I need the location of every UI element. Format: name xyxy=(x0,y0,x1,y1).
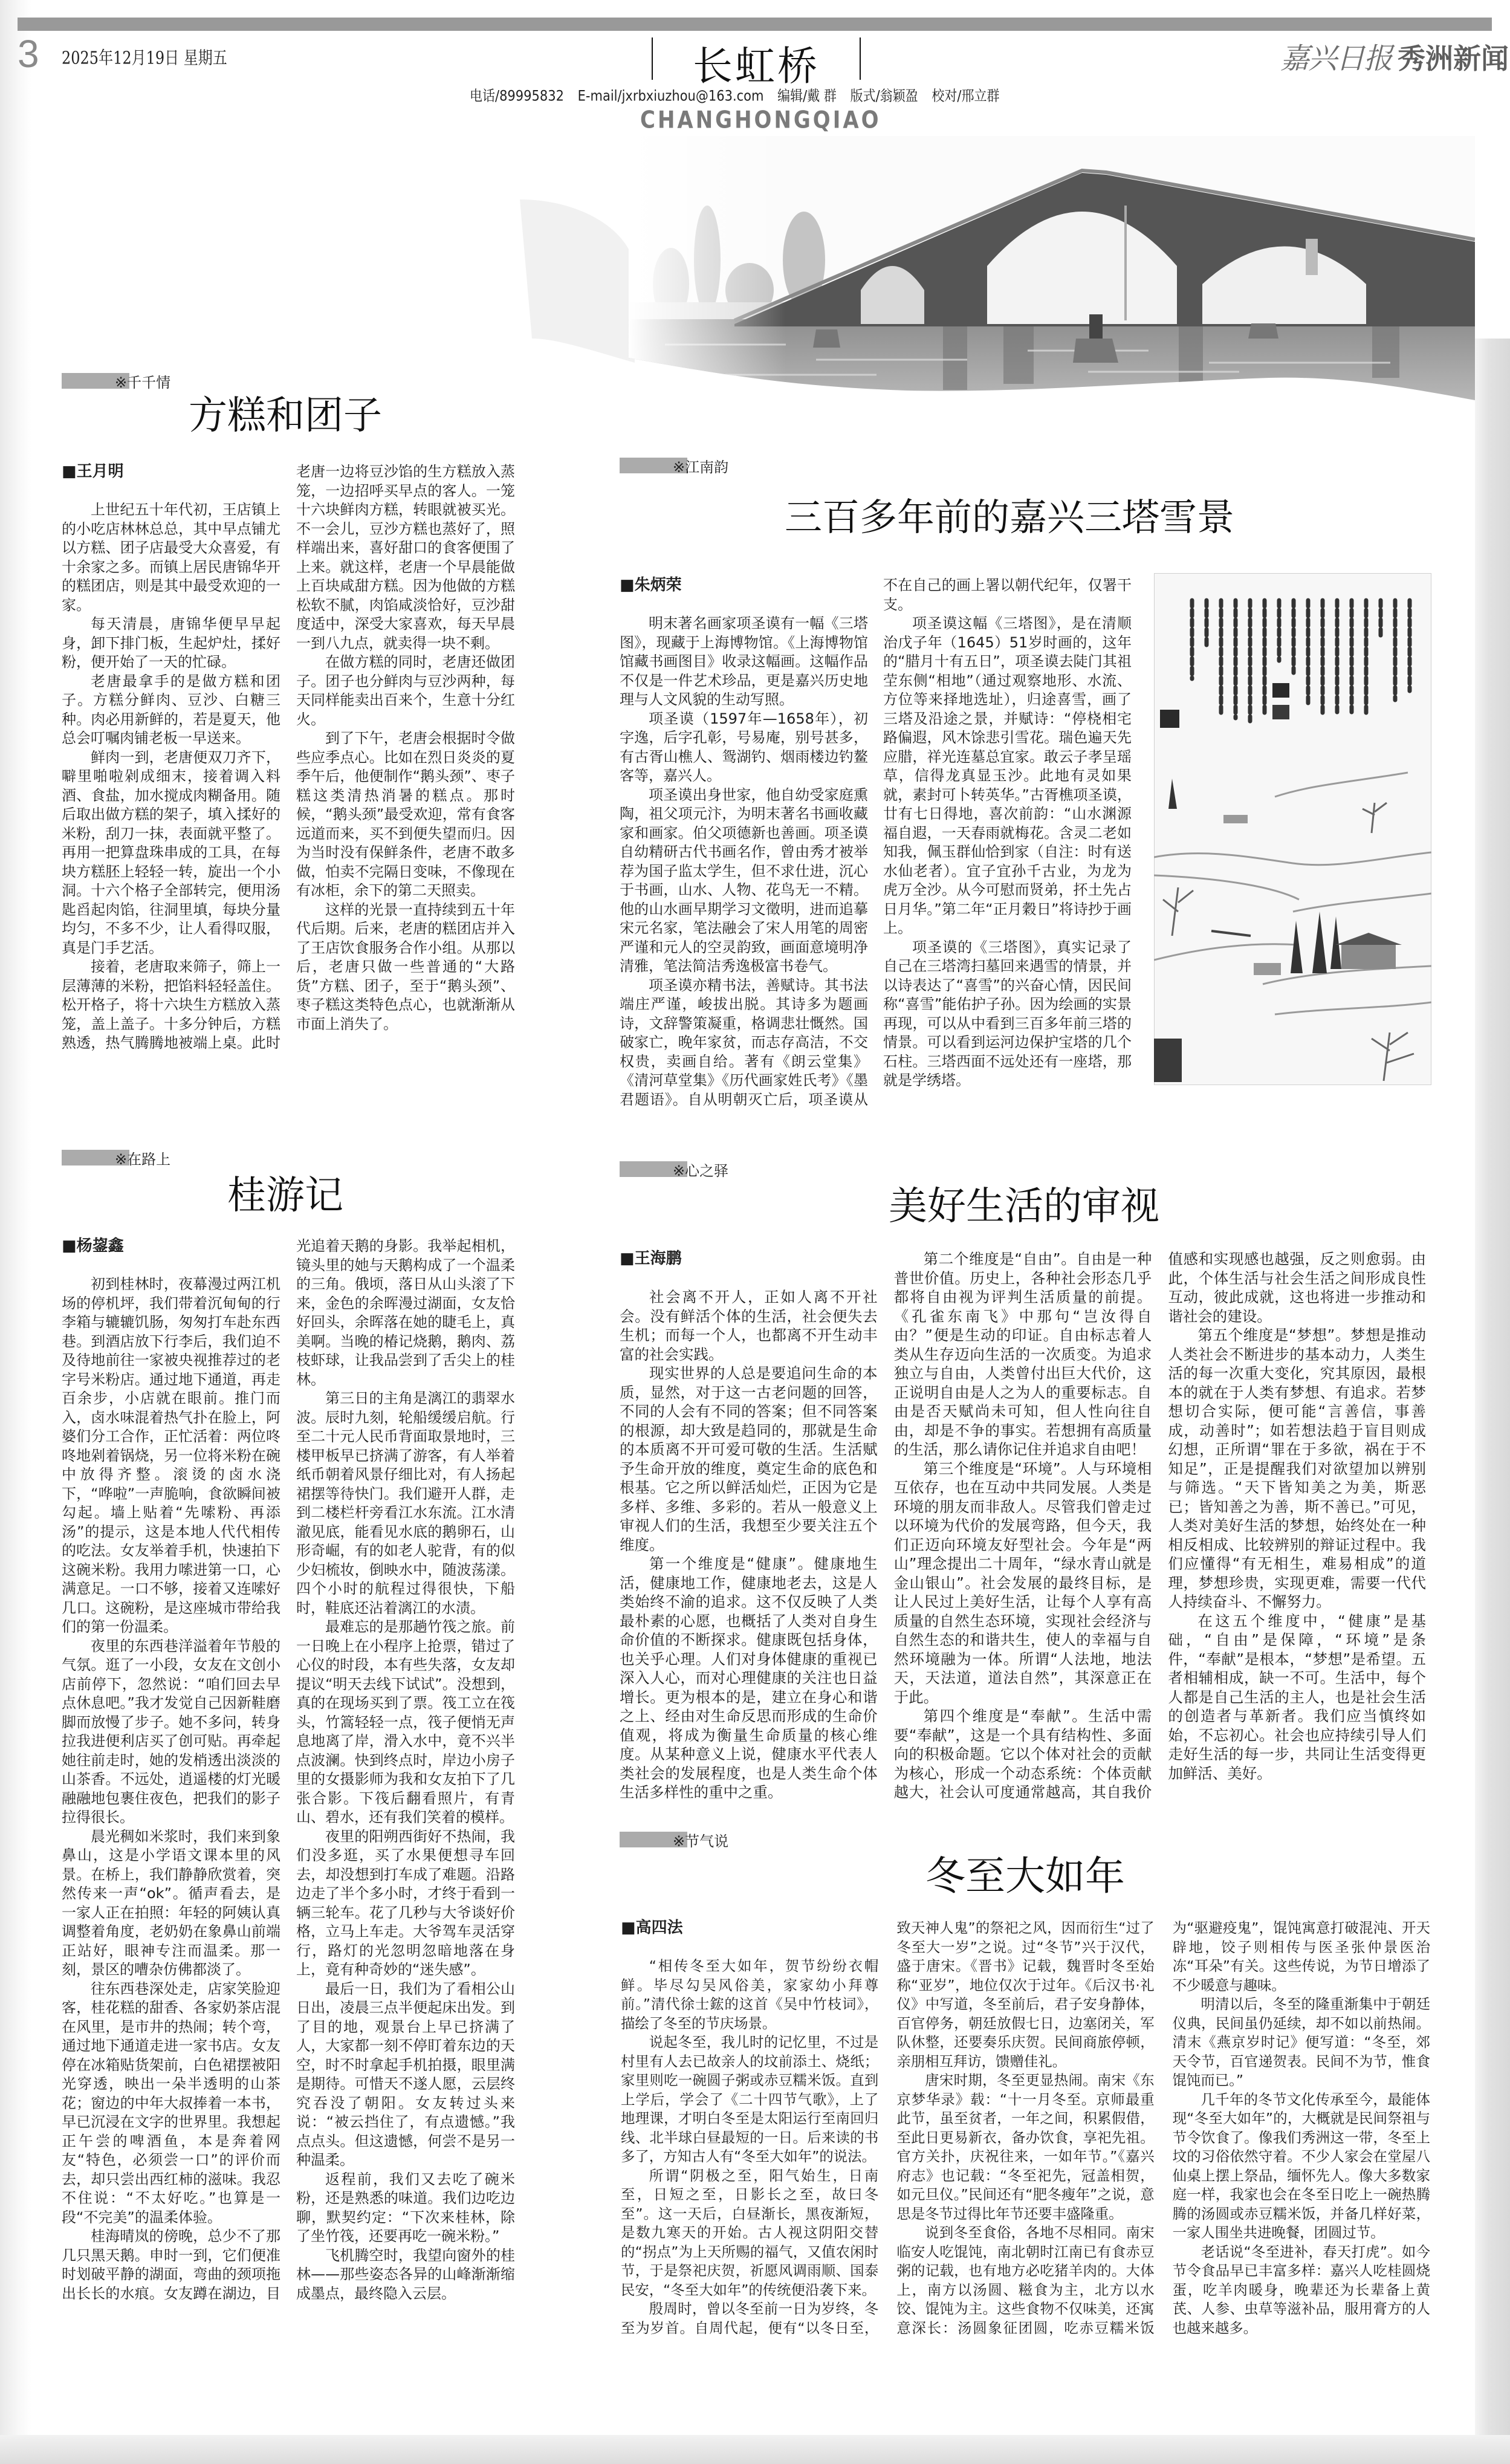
paragraph: 最难忘的是那趟竹筏之旅。前一日晚上在小程序上抢票，错过了心仪的时段，本有些失落，女友却提议“明天去线下试试”。没想到，真的在现场买到了票。筏工立在筏头，竹篙轻轻一点，筏子便悄无声息地离了岸，滑入水中，竟不兴半点波澜。快到终点时，岸边小房子里的女摄影师为我和女友拍下了几张合影。下筏后翻看照片，有青山、碧水，还有我们笑着的模样。 xyxy=(296,1618,515,1826)
column-name: ※节气说 xyxy=(673,1832,729,1850)
paragraph: 这样的光景一直持续到五十年代后期。后来，老唐的糕团店并入了王店饮食服务合作小组。从那以后，老唐只做一些普通的“大路货”方糕、团子，至于“鹅头颈”、枣子糕这类特色点心，也就渐渐从市面上消失了。 xyxy=(296,901,515,1033)
byline: ■高四法 xyxy=(621,1919,683,1937)
column-label xyxy=(62,373,170,389)
paragraph: 明清以后，冬至的隆重渐集中于朝廷仪典，民间虽仍延续，却不如以前热闹。清末《燕京岁时记》便写道：“冬至，郊天令节，百官递贺表。民间不为节，惟食馄饨而已。” xyxy=(1172,1996,1430,2089)
article-body xyxy=(620,1250,1426,1802)
column-name: ※心之驿 xyxy=(673,1162,729,1179)
paragraph: 殷周时，曾以冬至前一日为岁终，冬至为岁首。自周代起，便有“以冬日至，致天神人鬼”的祭祀之风，因而衍生“过了冬至大一岁”之说。过“冬节”兴于汉代，盛于唐宋。《晋书》记载，魏晋时冬至始称“亚岁”，地位仅次于过年。《后汉书·礼仪》中写道，冬至前后，君子安身静体，百官停务，朝廷放假七日，边塞闭关，军队休整，还要奏乐庆贺。民间商旅停顿，亲朋相互拜访，馈赠佳礼。 xyxy=(621,1919,1155,2336)
paragraph: 项圣谟的《三塔图》，真实记录了自己在三塔湾扫墓回来遇雪的情景，并以诗表达了“喜雪”的兴奋心情，因民间称“喜雪”能佑护子孙。因为绘画的实景再现，可以从中看到三百多年前三塔的情景。可以看到运河边保护宝塔的几个石柱。三塔西面不远处还有一座塔，那就是学绣塔。 xyxy=(883,938,1132,1089)
column-label xyxy=(620,458,729,476)
byline: ■王海鹏 xyxy=(620,1250,682,1268)
column-label xyxy=(62,1150,170,1166)
paragraph: 项圣谟亦精书法，善赋诗。其书法端庄严谨，峻拔出脱。其诗多为题画诗，文辞警策凝重，格调悲壮慨然。国破家亡，晚年家贫，而志存高洁，不交权贵，卖画自给。著有《朗云堂集》《清河草堂集》《历代画家姓氏考》《墨君题语》。自从明朝灭亡后，项圣谟从不在自己的画上署以朝代纪年，仅署干支。 xyxy=(620,577,1132,1108)
article-body xyxy=(620,576,1132,1109)
paragraph: 明末著名画家项圣谟有一幅《三塔图》，现藏于上海博物馆。《上海博物馆馆藏书画图目》收录这幅画。这幅作品不仅是一件艺术珍品，更是嘉兴历史地理与人文风貌的生动写照。 xyxy=(620,615,868,708)
paragraph: 往东西巷深处走，店家笑脸迎客，桂花糕的甜香、各家奶茶店混在风里，是市井的热闹；转个弯，通过地下通道走进一家书店。女友停在冰箱贴货架前，白色裙摆被阳光穿透，映出一朵半透明的山茶花；窗边的中年大叔捧着一本书，早已沉浸在文字的世界里。我想起正午尝的啤酒鱼，本是奔着网友“特色，必须尝一口”的评价而去，却只尝出西红柿的滋味。我忍不住说：“不太好吃。”也算是一段“不完美”的温柔体验。 xyxy=(62,1980,280,2226)
paragraph: 老话说“冬至进补，春天打虎”。如今节令食品早已丰富多样：嘉兴人吃桂圆烧蛋，吃羊肉暖身，晚辈还为长辈备上黄芪、人参、虫草等滋补品，服用膏方的人也越来越多。 xyxy=(1172,2243,1430,2336)
byline: ■杨鋆鑫 xyxy=(62,1237,124,1255)
article-title: 桂游记 xyxy=(227,1173,343,1218)
paragraph: 每天清晨，唐锦华便早早起身，卸下排门板，生起炉灶，揉好粉，便开始了一天的忙碌。 xyxy=(62,615,280,670)
paragraph: 老唐最拿手的是做方糕和团子。方糕分鲜肉、豆沙、白糖三种。肉必用新鲜的，若是夏天，他总会叮嘱肉铺老板一早送来。 xyxy=(62,672,280,747)
email: E-mail/jxrbxiuzhou@163.com xyxy=(577,87,764,105)
paragraph: 在做方糕的同时，老唐还做团子。团子也分鲜肉与豆沙两种，每天同样能卖出百来个，生意十分红火。 xyxy=(296,653,515,728)
three-pagodas-painting xyxy=(1154,573,1431,1085)
paragraph: 几千年的冬节文化传承至今，最能体现“冬至大如年”的，大概就是民间祭祖与节令饮食了。像我们秀洲这一带，冬至上坟的习俗依然守着。不少人家会在堂屋八仙桌上摆上祭品，缅怀先人。像大多数家庭一样，我家也会在冬至日吃上一碗热腾腾的汤圆或赤豆糯米饭，并备几样好菜，一家人围坐共进晚餐，团圆过节。 xyxy=(1172,2090,1430,2241)
paragraph: 第二个维度是“自由”。自由是一种普世价值。历史上，各种社会形态几乎都将自由视为评判生活质量的前提。《孔雀东南飞》中那句“岂汝得自由？”便是生动的印证。自由标志着人类从生存迈向生活的一次质变。为追求独立与自由，人类曾付出巨大代价，这正说明自由是人之为人的重要标志。自由是否天赋尚未可知，但人性向往自由，却是不争的事实。若想拥有高质量的生活，那么请你记住并追求自由吧！ xyxy=(893,1250,1152,1458)
column-label xyxy=(620,1832,729,1850)
proofreader: 校对/邢立群 xyxy=(932,87,1000,105)
paragraph: 项圣谟出身世家，他自幼受家庭熏陶，祖父项元汴，为明末著名书画收藏家和画家。伯父项德新也善画。项圣谟自幼精研古代书画名作，曾由秀才被举荐为国子监太学生，但不求仕进，沉心于书画，山水、人物、花鸟无一不精。他的山水画早期学习文徵明，进而追摹宋元名家，笔法融会了宋人用笔的周密严谨和元人的空灵韵致，画面意境明净清雅，笔法简洁秀逸极富书卷气。 xyxy=(620,786,868,974)
column-name: ※江南韵 xyxy=(673,458,729,476)
paragraph: 项圣谟这幅《三塔图》，是在清顺治戊子年（1645）51岁时画的，这年的“腊月十有五日”，项圣谟去陡门其祖茔东侧“相地”（通过观察地形、水流、方位等来择地选址），归途喜雪，画了三塔及沿途之景，并赋诗：“停桡相宅路偏遐，风木馀悲引雪花。瑞色遍天先应腊，祥光连墓总宜家。敢云子孝呈瑶草，信得龙真显玉沙。此地有灵如果就，素封可卜转英华。”古胥樵项圣谟，廿有七日得地，喜次前韵：“山水渊源福自遐，一天春雨就梅花。含灵二老如知我，佩玉群仙恰到家（自注：时有送水仙老者）。宜子宜孙千古业，为龙为虎万全沙。从今可慰而贤弟，抔土先占日月华。”第二年“正月穀日”将诗抄于画上。 xyxy=(883,615,1132,936)
editor: 编辑/戴 群 xyxy=(777,87,837,105)
paragraph: 上世纪五十年代初，王店镇上的小吃店林林总总，其中早点铺尤以方糕、团子店最受大众喜爱，有十余家之多。而镇上居民唐锦华开的糕团店，则是其中最受欢迎的一家。 xyxy=(62,501,280,614)
paragraph: 第一个维度是“健康”。健康地生活，健康地工作，健康地老去，这是人类始终不渝的追求。这不仅反映了人类最朴素的心愿，也概括了人类对自身生命价值的不断探求。健康既包括身体，也关乎心理。人们对身体健康的重视已深入人心，而对心理健康的关注也日益增长。更为根本的是，建立在身心和谐之上、经由对生命反思而形成的生命价值观，将成为衡量生命质量的核心维度。从某种意义上说，健康水平代表人类社会的发展程度，也是人类生命个体生活多样性的重中之重。 xyxy=(620,1555,878,1801)
column-name: ※千千情 xyxy=(115,374,171,391)
paragraph: 最后一日，我们为了看相公山日出，凌晨三点半便起床出发。到了目的地，观景台上早已挤满了人，大家都一刻不停盯着东边的天空，时不时拿起手机拍摄，眼里满是期待。可惜天不遂人愿，云层终究吞没了朝阳。女友转过头来说：“被云挡住了，有点遗憾。”我点点头。但这遗憾，何尝不是另一种温柔。 xyxy=(296,1980,515,2168)
article-body xyxy=(621,1919,1430,2338)
issue-date: 2025年12月19日 星期五 xyxy=(62,48,227,68)
paragraph: 社会离不开人，正如人离不开社会。没有鲜活个体的生活，社会便失去生机；而每一个人，也都离不开生动丰富的社会实践。 xyxy=(620,1288,878,1363)
paragraph: 飞机腾空时，我望向窗外的桂林——那些姿态各异的山峰渐渐缩成墨点，最终隐入云层。 xyxy=(296,2246,515,2302)
seal-stamp xyxy=(1154,1039,1182,1082)
article-title: 三百多年前的嘉兴三塔雪景 xyxy=(785,495,1235,539)
column-name: ※在路上 xyxy=(115,1150,171,1168)
page-edge-shadow-right xyxy=(1475,339,1510,2464)
page-edge-shadow-bottom xyxy=(0,2435,1510,2464)
phone: 电话/89995832 xyxy=(470,87,564,105)
paragraph: 第五个维度是“梦想”。梦想是推动人类社会不断进步的基本动力，人类生活的每一次重大变化，究其原因，最根本的就在于人类有梦想、有追求。若梦想切合实际，便可能“言善信，事善成，动善时”；如若想法趋于盲目则成幻想，正所谓“罪在于多欲，祸在于不知足”，正是提醒我们对欲望加以辨别与筛选。“天下皆知美之为美，斯恶已；皆知善之为善，斯不善已。”可见，人类对美好生活的梦想，始终处在一种相反相成、比较辨别的辩证过程中。我们应懂得“有无相生，难易相成”的道理，梦想珍贵，实现更难，需要一代代人持续奋斗、不懈努力。 xyxy=(1168,1326,1426,1610)
paragraph: 第四个维度是“奉献”。生活中需要“奉献”，这是一个具有结构性、多面向的积极命题。它以个体对社会的贡献为核心，形成一个动态系统：个体贡献越大，社会认可度通常越高，其自我价值感和实现感也越强，反之则愈弱。由此，个体生活与社会生活之间形成良性互动，彼此成就，这也将进一步推动和谐社会的建设。 xyxy=(893,1250,1426,1801)
section-pinyin: CHANGHONGQIAO xyxy=(640,106,881,134)
page-number: 3 xyxy=(18,32,39,76)
newspaper-logo: 嘉兴日报 xyxy=(1280,42,1392,76)
paragraph: 在这五个维度中，“健康”是基础，“自由”是保障，“环境”是条件，“奉献”是根本，“梦想”是希望。五者相辅相成，缺一不可。生活中，每个人都是自己生活的主人，也是社会生活的创造者与革新者。我们应当慎终如始，不忘初心。社会也应持续引导人们走好生活的每一步，共同让生活变得更加鲜活、美好。 xyxy=(1168,1612,1426,1782)
article-body xyxy=(62,1237,515,2303)
byline: ■王月明 xyxy=(62,462,124,481)
paragraph: 到了下午，老唐会根据时令做些应季点心。比如在烈日炎炎的夏季午后，他便制作“鹅头颈”、枣子糕这类清热消暑的糕点。那时候，“鹅头颈”最受欢迎，常有食客远道而来，买不到便失望而归。因为当时没有保鲜条件，老唐不敢多做，怕卖不完隔日变味，不像现在有冰柜，余下的第二天照卖。 xyxy=(296,730,515,899)
paragraph: 唐宋时期，冬至更显热闹。南宋《东京梦华录》载：“十一月冬至。京师最重此节，虽至贫者，一年之间，积累假借，至此日更易新衣，备办饮食，享祀先祖。官方关扑，庆祝往来，一如年节。”《嘉兴府志》也记载：“冬至祀先，冠盖相贺，如元旦仪。”民间还有“肥冬瘦年”之说，意思是冬节过得比年节还要丰盛隆重。 xyxy=(896,2072,1155,2222)
paragraph: 夜里的阳朔西街好不热闹，我们没多逛，买了水果便想寻车回去，却没想到打车成了难题。沿路边走了半个多小时，才终于看到一辆三轮车。花了几秒与大爷谈好价格，立马上车走。大爷驾车灵活穿行，路灯的光忽明忽暗地落在身上，竟有种奇妙的“迷失感”。 xyxy=(296,1827,515,1978)
paragraph: 说起冬至，我儿时的记忆里，不过是村里有人去已故亲人的坟前添土、烧纸；家里则吃一碗圆子粥或赤豆糯米饭。直到上学后，学会了《二十四节气歌》，上了地理课，才明白冬至是太阳运行至南回归线、北半球白昼最短的一日。后来读的书多了，方知古人有“冬至大如年”的说法。 xyxy=(621,2034,879,2165)
article-body xyxy=(62,462,515,1053)
paragraph: 所谓“阴极之至，阳气始生，日南至，日短之至，日影长之至，故曰冬至”。这一天后，白昼渐长，黑夜渐短，是数九寒天的开始。古人视这阴阳交替的“拐点”为上天所赐的福气，又值农闲时节，于是祭祀庆贺，祈愿风调雨顺、国泰民安，“冬至大如年”的传统便沿袭下来。 xyxy=(621,2167,879,2298)
paper-curl xyxy=(520,199,635,363)
paragraph: 初到桂林时，夜幕漫过两江机场的停机坪，我们带着沉甸甸的行李箱与辘辘饥肠，匆匆打车赴东西巷。到酒店放下行李后，我们迫不及待地前往一家被央视推荐过的老字号米粉店。通过地下通道，再走百余步，小店就在眼前。推门而入，卤水味混着热气扑在脸上，阿婆们分工合作，正忙活着：两位咚咚地剁着锅烧，另一位将米粉在碗中放得齐整。滚烫的卤水浇下，“哗啦”一声脆响，食欲瞬间被勾起。墙上贴着“先嗦粉、再添汤”的提示，这是本地人代代相传的吃法。女友举着手机，快速拍下这碗米粉。我用力嗦进第一口，心满意足。一口不够，接着又连嗦好几口。这碗粉，是这座城市带给我们的第一份温柔。 xyxy=(62,1276,280,1635)
seal-stamp xyxy=(1272,705,1289,719)
paragraph: 项圣谟（1597年—1658年），初字逸，后字孔彰，号易庵，别号甚多，有古胥山樵人、鸳湖钓、烟雨楼边钓鳌客等，嘉兴人。 xyxy=(620,710,868,784)
seal-stamp xyxy=(1160,710,1179,728)
column-label xyxy=(620,1161,728,1177)
byline: ■朱炳荣 xyxy=(620,576,682,594)
paragraph: 夜里的东西巷洋溢着年节般的气氛。逛了一小段，女友在文创小店前停下，忽然说：“咱们回去早点休息吧。”我才发觉自己因新鞋磨脚而放慢了步子。她不多问，转身拉我进便利店买了创可贴。再牵起她往前走时，她的发梢透出淡淡的山茶香。不远处，逍遥楼的灯光暖融融地包裹住夜色，把我们的影子拉得很长。 xyxy=(62,1637,280,1826)
section-title: 长虹桥 xyxy=(693,43,820,89)
paragraph: 现实世界的人总是要追问生命的本质，显然，对于这一古老问题的回答，不同的人会有不同的答案；但不同答案的根源，却大致是趋同的，那就是生命的本质离不开可爱可敬的生活。生活赋予生命开放的维度，奠定生命的底色和根基。它之所以鲜活灿烂，正因为它是多样、多维、多彩的。若从一般意义上审视人们的生活，我想至少要关注五个维度。 xyxy=(620,1364,878,1554)
paragraph: 晨光稠如米浆时，我们来到象鼻山，这是小学语文课本里的风景。在桥上，我们静静欣赏着，突然传来一声“ok”。循声看去，是一家人正在拍照：年轻的阿姨认真调整着角度，老奶奶在象鼻山前端正站好，眼神专注而温柔。那一刻，景区的嘈杂仿佛都淡了。 xyxy=(62,1827,280,1978)
paragraph: 第三个维度是“环境”。人与环境相互依存，也在互动中共同发展。人类是环境的朋友而非敌人。尽管我们曾走过以环境为代价的发展弯路，但今天，我们正迈向环境友好型社会。今年是“两山”理念提出二十周年，“绿水青山就是金山银山”。社会发展的最终目标，是让人民过上美好生活，让每个人享有高质量的自然生态环境，实现社会经济与自然生态的和谐共生，使人的幸福与自然环境融为一体。所谓“人法地，地法天，天法道，道法自然”，其深意正在于此。 xyxy=(893,1459,1152,1706)
paragraph: 鲜肉一到，老唐便双刀齐下，噼里啪啦剁成细末，接着调入料酒、食盐，加水搅成肉糊备用。随后取出做方糕的架子，填入揉好的米粉，刮刀一抹，表面就平整了。再用一把算盘珠串成的工具，在每块方糕胚上轻轻一转，旋出一个小洞。十六个格子全部转完，便用汤匙舀起肉馅，往洞里填，每块分量均匀，不多不少，让人看得叹服，真是门手艺活。 xyxy=(62,748,280,956)
edition-name: 秀洲新闻 xyxy=(1398,42,1509,75)
article-title: 方糕和团子 xyxy=(189,394,382,438)
paragraph: 说到冬至食俗，各地不尽相同。南宋临安人吃馄饨，南北朝时江南已有食赤豆粥的记载，也有地方必吃猪羊肉的。大体上，南方以汤圆、糍食为主，北方以水饺、馄饨为主。这些食物不仅味美，还寓意深长：汤圆象征团圆，吃赤豆糯米饭为“驱避疫鬼”，馄饨寓意打破混沌、开天辟地，饺子则相传与医圣张仲景医治冻“耳朵”有关。这些传说，为节日增添了不少暖意与趣味。 xyxy=(896,1919,1430,2336)
paragraph: 第三日的主角是漓江的翡翠水波。辰时九刻，轮船缓缓启航。行至二十元人民币背面取景地时，三楼甲板早已挤满了游客，有人举着纸币朝着风景仔细比对，有人扬起裙摆等待快门。我们避开人群，走到二楼栏杆旁看江水东流。江水清澈见底，能看见水底的鹅卵石，山形奇崛，有的如老人驼背，有的似少妇梳妆，倒映水中，随波荡漾。四个小时的航程过得很快，下船时，鞋底还沾着漓江的水渍。 xyxy=(296,1390,515,1616)
bridge-photo xyxy=(0,0,1510,423)
paragraph: 返程前，我们又去吃了碗米粉，还是熟悉的味道。我们边吃边聊，默契约定：“下次来桂林，除了坐竹筏，还要再吃一碗米粉。” xyxy=(296,2170,515,2245)
article-title: 美好生活的审视 xyxy=(889,1184,1159,1229)
seal-stamp xyxy=(1272,683,1289,698)
paragraph: “相传冬至大如年，贺节纷纷衣帽鲜。毕尽勾吴风俗美，家家幼小拜尊前。”清代徐士鋐的这首《吴中竹枝词》，描绘了冬至的节庆场景。 xyxy=(621,1957,879,2032)
paragraph: 桂海晴岚的傍晚，总少不了那几只黑天鹅。申时一到，它们便准时划破平静的湖面，弯曲的颈项拖出长长的水痕。女友蹲在湖边，目光追着天鹅的身影。我举起相机，镜头里的她与天鹅构成了一个温柔的三角。俄顷，落日从山头滚了下来，金色的余晖漫过湖面，女友恰好回头，余晖落在她的睫毛上，真美啊。当晚的椿记烧鹅，鹅肉、荔枝虾球，让我品尝到了舌尖上的桂林。 xyxy=(62,1237,515,2302)
article-title: 冬至大如年 xyxy=(925,1853,1125,1899)
paragraph: 接着，老唐取来筛子，筛上一层薄薄的米粉，把馅料轻轻盖住。松开格子，将十六块生方糕放入蒸笼，盖上盖子。十多分钟后，方糕熟透，热气腾腾地被端上桌。此时老唐一边将豆沙馅的生方糕放入蒸笼，一边招呼买早点的客人。一笼十六块鲜肉方糕，转眼就被买光。不一会儿，豆沙方糕也蒸好了，照样端出来，喜好甜口的食客便围了上来。就这样，老唐一个早晨能做上百块咸甜方糕。因为他做的方糕松软不腻，肉馅咸淡恰好，豆沙甜度适中，深受大家喜欢，每天早晨一到八九点，就卖得一块不剩。 xyxy=(62,463,515,1051)
layout-designer: 版式/翁颖盈 xyxy=(850,87,918,105)
